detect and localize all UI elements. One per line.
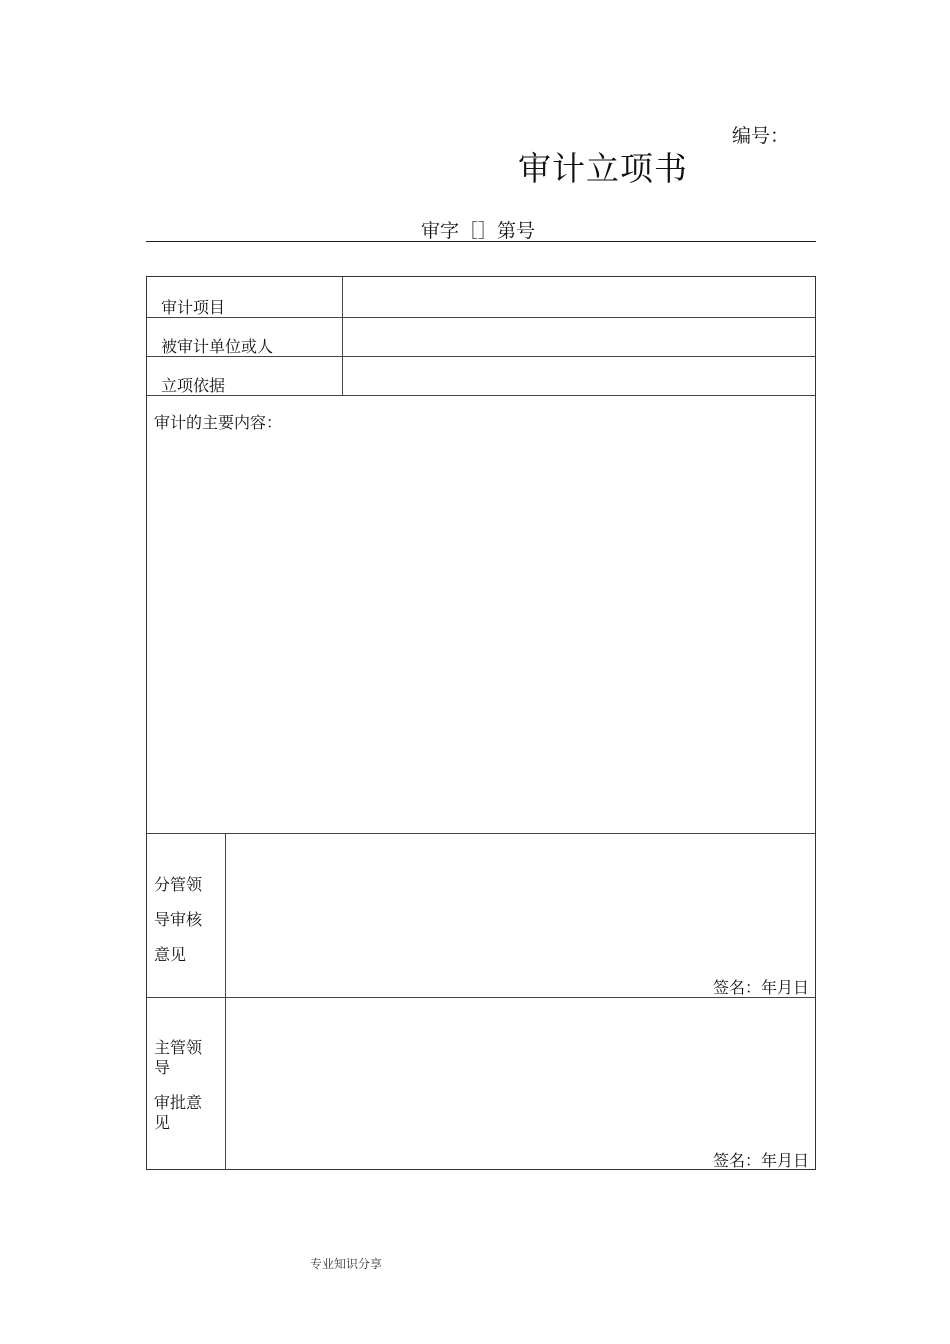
chief-leader-approval-label: [154, 1038, 222, 1133]
audited-entity-label: 被审计单位或人: [161, 337, 274, 356]
project-basis-field[interactable]: [343, 356, 815, 395]
signature-date-line: 签名：年月日: [712, 978, 809, 997]
label-line: 审批意: [154, 1093, 203, 1112]
label-line: 分管领: [154, 875, 203, 894]
label-line: 意见: [154, 945, 187, 964]
row-divider: [147, 395, 815, 396]
audit-form-table: [146, 276, 816, 1170]
main-content-heading: 审计的主要内容：: [154, 413, 283, 432]
header-rule: [146, 241, 816, 242]
project-basis-label: 立项依据: [161, 376, 226, 395]
audited-entity-field[interactable]: [343, 317, 815, 356]
label-line: 导: [154, 1058, 171, 1077]
page-title: 审计立项书: [518, 149, 688, 188]
label-line: 见: [154, 1113, 171, 1132]
footer-note: 专业知识分享: [310, 1257, 383, 1271]
label-line: 主管领: [154, 1038, 203, 1057]
signature-date-line: 签名：年月日: [712, 1151, 809, 1170]
reference-number-line: 审字［］第号: [421, 220, 536, 242]
supervising-leader-opinion-label: [154, 875, 222, 965]
chief-leader-approval-field[interactable]: [227, 998, 815, 1170]
document-number-label: 编号：: [732, 125, 790, 147]
audit-project-label: 审计项目: [161, 298, 226, 317]
column-divider: [225, 833, 226, 1170]
audit-project-field[interactable]: [343, 277, 815, 317]
supervising-leader-opinion-field[interactable]: [227, 834, 815, 997]
label-line: 导审核: [154, 910, 203, 929]
main-content-field[interactable]: [147, 437, 815, 833]
